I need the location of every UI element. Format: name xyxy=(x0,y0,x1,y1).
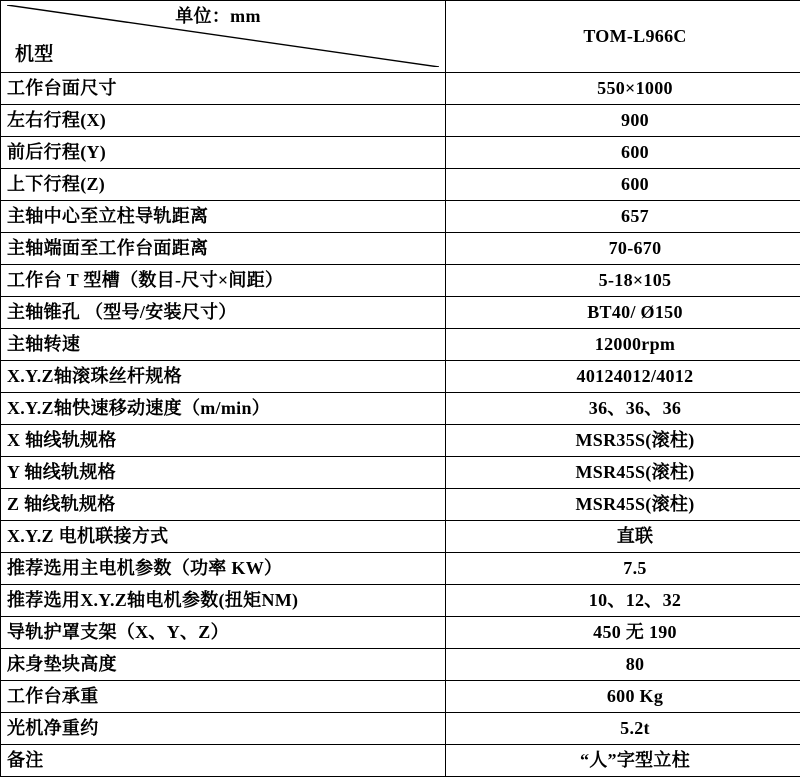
spec-table-body xyxy=(1,1,800,777)
spec-value: 900 xyxy=(446,105,800,137)
spec-value: 600 Kg xyxy=(446,681,800,713)
header-corner-cell xyxy=(1,1,446,73)
table-row xyxy=(1,617,800,649)
spec-value: 5-18×105 xyxy=(446,265,800,297)
spec-value: 40124012/4012 xyxy=(446,361,800,393)
model-row-label: 机型 xyxy=(15,45,54,65)
spec-label: Y 轴线轨规格 xyxy=(1,457,446,489)
table-row xyxy=(1,137,800,169)
spec-value: 70-670 xyxy=(446,233,800,265)
table-row xyxy=(1,297,800,329)
spec-label: 左右行程(X) xyxy=(1,105,446,137)
spec-value: 36、36、36 xyxy=(446,393,800,425)
spec-value: 12000rpm xyxy=(446,329,800,361)
spec-value: “人”字型立柱 xyxy=(446,745,800,777)
spec-value: 450 无 190 xyxy=(446,617,800,649)
table-row xyxy=(1,745,800,777)
spec-value: 直联 xyxy=(446,521,800,553)
table-row xyxy=(1,425,800,457)
spec-label: X.Y.Z轴滚珠丝杆规格 xyxy=(1,361,446,393)
spec-label: 主轴端面至工作台面距离 xyxy=(1,233,446,265)
table-row xyxy=(1,489,800,521)
spec-value: MSR45S(滚柱) xyxy=(446,457,800,489)
table-row xyxy=(1,585,800,617)
spec-label: 备注 xyxy=(1,745,446,777)
spec-label: 推荐选用X.Y.Z轴电机参数(扭矩NM) xyxy=(1,585,446,617)
spec-value: MSR35S(滚柱) xyxy=(446,425,800,457)
spec-value: 80 xyxy=(446,649,800,681)
spec-label: 主轴锥孔 （型号/安装尺寸） xyxy=(1,297,446,329)
table-row xyxy=(1,105,800,137)
spec-label: X.Y.Z 电机联接方式 xyxy=(1,521,446,553)
table-row xyxy=(1,713,800,745)
spec-label: 光机净重约 xyxy=(1,713,446,745)
table-row xyxy=(1,169,800,201)
model-name-cell: TOM-L966C xyxy=(446,1,800,73)
corner-inner xyxy=(7,5,439,67)
spec-label: Z 轴线轨规格 xyxy=(1,489,446,521)
table-row xyxy=(1,521,800,553)
table-row xyxy=(1,393,800,425)
table-row xyxy=(1,201,800,233)
table-row xyxy=(1,649,800,681)
spec-label: 床身垫块高度 xyxy=(1,649,446,681)
spec-value: 10、12、32 xyxy=(446,585,800,617)
spec-value: 550×1000 xyxy=(446,73,800,105)
spec-label: 主轴转速 xyxy=(1,329,446,361)
spec-label: X 轴线轨规格 xyxy=(1,425,446,457)
table-row xyxy=(1,329,800,361)
spec-label: 推荐选用主电机参数（功率 KW） xyxy=(1,553,446,585)
spec-label: 工作台面尺寸 xyxy=(1,73,446,105)
spec-label: X.Y.Z轴快速移动速度（m/min） xyxy=(1,393,446,425)
spec-value: 600 xyxy=(446,169,800,201)
spec-value: BT40/ Ø150 xyxy=(446,297,800,329)
table-row xyxy=(1,233,800,265)
table-row xyxy=(1,265,800,297)
spec-label: 工作台 T 型槽（数目-尺寸×间距） xyxy=(1,265,446,297)
table-row xyxy=(1,73,800,105)
spec-label: 工作台承重 xyxy=(1,681,446,713)
table-row xyxy=(1,457,800,489)
spec-label: 主轴中心至立柱导轨距离 xyxy=(1,201,446,233)
spec-label: 上下行程(Z) xyxy=(1,169,446,201)
table-row xyxy=(1,681,800,713)
spec-value: 600 xyxy=(446,137,800,169)
spec-value: 7.5 xyxy=(446,553,800,585)
spec-value: 5.2t xyxy=(446,713,800,745)
table-row xyxy=(1,361,800,393)
spec-value: MSR45S(滚柱) xyxy=(446,489,800,521)
table-row xyxy=(1,553,800,585)
table-header-row xyxy=(1,1,800,73)
unit-label: 单位：mm xyxy=(7,7,429,26)
spec-label: 导轨护罩支架（X、Y、Z） xyxy=(1,617,446,649)
spec-label: 前后行程(Y) xyxy=(1,137,446,169)
spec-value: 657 xyxy=(446,201,800,233)
